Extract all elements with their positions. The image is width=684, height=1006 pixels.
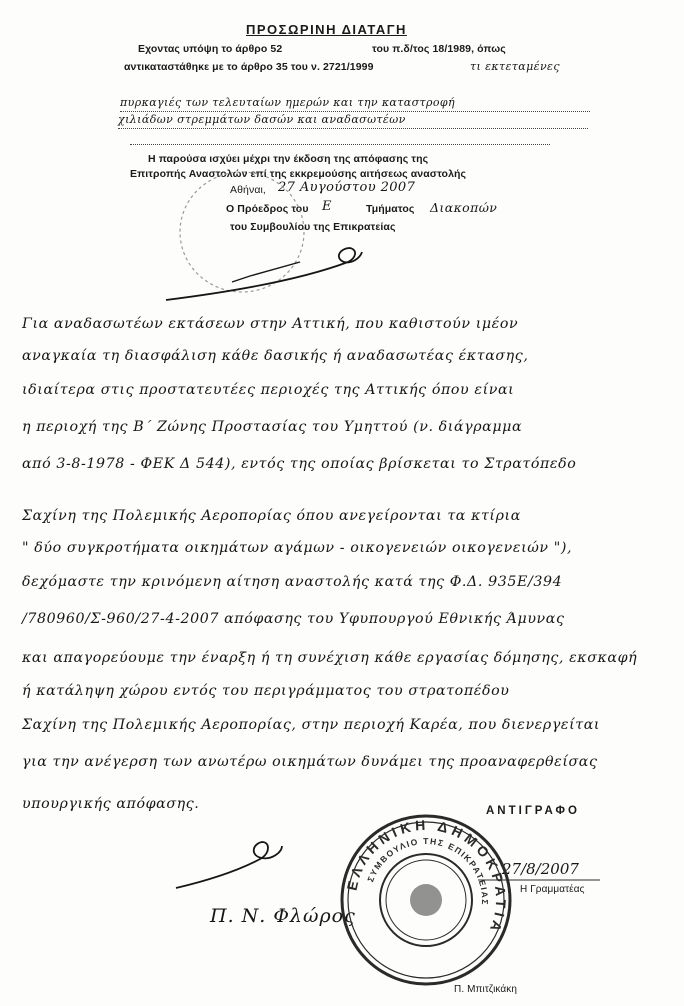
header-line-2-handwritten: τι εκτεταμένες bbox=[470, 60, 560, 73]
section-label: Τμήματος bbox=[366, 203, 415, 215]
copy-date-handwritten: 27/8/2007 bbox=[502, 860, 579, 878]
official-seal bbox=[342, 816, 510, 984]
body-line: ιδιαίτερα στις προστατευτέες περιοχές της Αττικής όπου είναι bbox=[22, 382, 515, 398]
signatory-signature bbox=[176, 842, 282, 888]
president-label: Ο Πρόεδρος του bbox=[226, 203, 309, 215]
place-label: Αθήναι, bbox=[230, 184, 266, 196]
body-line: Σαχίνη της Πολεμικής Αεροπορίας, στην περιοχή Καρέα, που διενεργείται bbox=[22, 717, 601, 733]
header-line-1-left: Εχοντας υπόψη το άρθρο 52 bbox=[138, 43, 283, 55]
body-line: υπουργικής απόφασης. bbox=[22, 796, 200, 812]
body-line: Για αναδασωτέων εκτάσεων στην Αττική, που καθιστούν ιμέον bbox=[22, 316, 519, 332]
header-line-2: αντικαταστάθηκε με το άρθρο 35 του ν. 2721/1999 bbox=[124, 61, 374, 73]
body-line: Σαχίνη της Πολεμικής Αεροπορίας όπου ανεγείρονται τα κτίρια bbox=[22, 508, 521, 524]
body-line: η περιοχή της Β΄ Ζώνης Προστασίας του Υμηττού (ν. διάγραμμα bbox=[22, 419, 523, 435]
body-line: για την ανέγερση των ανωτέρω οικημάτων δυνάμει της προαναφερθείσας bbox=[22, 754, 598, 770]
secretary-label: Η Γραμματέας bbox=[520, 884, 585, 895]
validity-line-1: Η παρούσα ισχύει μέχρι την έκδοση της απόφασης της bbox=[148, 153, 429, 165]
faint-stamp-outline bbox=[180, 172, 304, 292]
date-handwritten: 27 Αυγούστου 2007 bbox=[278, 180, 416, 195]
president-signature bbox=[166, 248, 362, 300]
body-line: από 3-8-1978 - ΦΕΚ Δ 544), εντός της οποίας βρίσκεται το Στρατόπεδο bbox=[22, 456, 577, 472]
signatory-name: Π. Ν. Φλώρος bbox=[210, 905, 356, 927]
body-line: δεχόμαστε την κρινόμενη αίτηση αναστολής κατά της Φ.Δ. 935Ε/394 bbox=[22, 574, 563, 590]
handwritten-header-line-3: πυρκαγιές των τελευταίων ημερών και την καταστροφή bbox=[120, 96, 455, 109]
copy-stamp-label: ΑΝΤΙΓΡΑΦΟ bbox=[486, 805, 580, 817]
body-line: και απαγορεύουμε την έναρξη ή τη συνέχιση κάθε εργασίας δόμησης, εκσκαφή bbox=[22, 650, 638, 666]
body-line: ή κατάληψη χώρου εντός του περιγράμματος του στρατοπέδου bbox=[22, 683, 510, 699]
section-name-handwritten: Διακοπών bbox=[430, 200, 498, 215]
body-line: αναγκαία τη διασφάλιση κάθε δασικής ή αναδασωτέας έκτασης, bbox=[22, 348, 529, 364]
validity-line-2: Επιτροπής Αναστολών επί της εκκρεμούσης αιτήσεως αναστολής bbox=[130, 168, 467, 180]
body-line: " δύο συγκροτήματα οικημάτων αγάμων - οικογενειών οικογενειών "), bbox=[22, 540, 573, 556]
document-title: ΠΡΟΣΩΡΙΝΗ ΔΙΑΤΑΓΗ bbox=[246, 22, 407, 37]
handwritten-header-line-4: χιλιάδων στρεμμάτων δασών και αναδασωτέων bbox=[118, 113, 406, 126]
body-line: /780960/Σ-960/27-4-2007 απόφασης του Υφυπουργού Εθνικής Άμυνας bbox=[22, 611, 565, 627]
section-number-handwritten: Ε bbox=[322, 199, 332, 214]
council-label: του Συμβουλίου της Επικρατείας bbox=[230, 221, 396, 233]
seal-outer-text: ΕΛΛΗΝΙΚΗ ΔΗΜΟΚΡΑΤΙΑ bbox=[343, 816, 510, 938]
secretary-name: Π. Μπιτζικάκη bbox=[454, 984, 518, 995]
seal-inner-text: ΣΥΜΒΟΥΛΙΟ ΤΗΣ ΕΠΙΚΡΑΤΕΙΑΣ bbox=[365, 835, 491, 907]
header-line-1-right: του π.δ/τος 18/1989, όπως bbox=[372, 43, 506, 55]
